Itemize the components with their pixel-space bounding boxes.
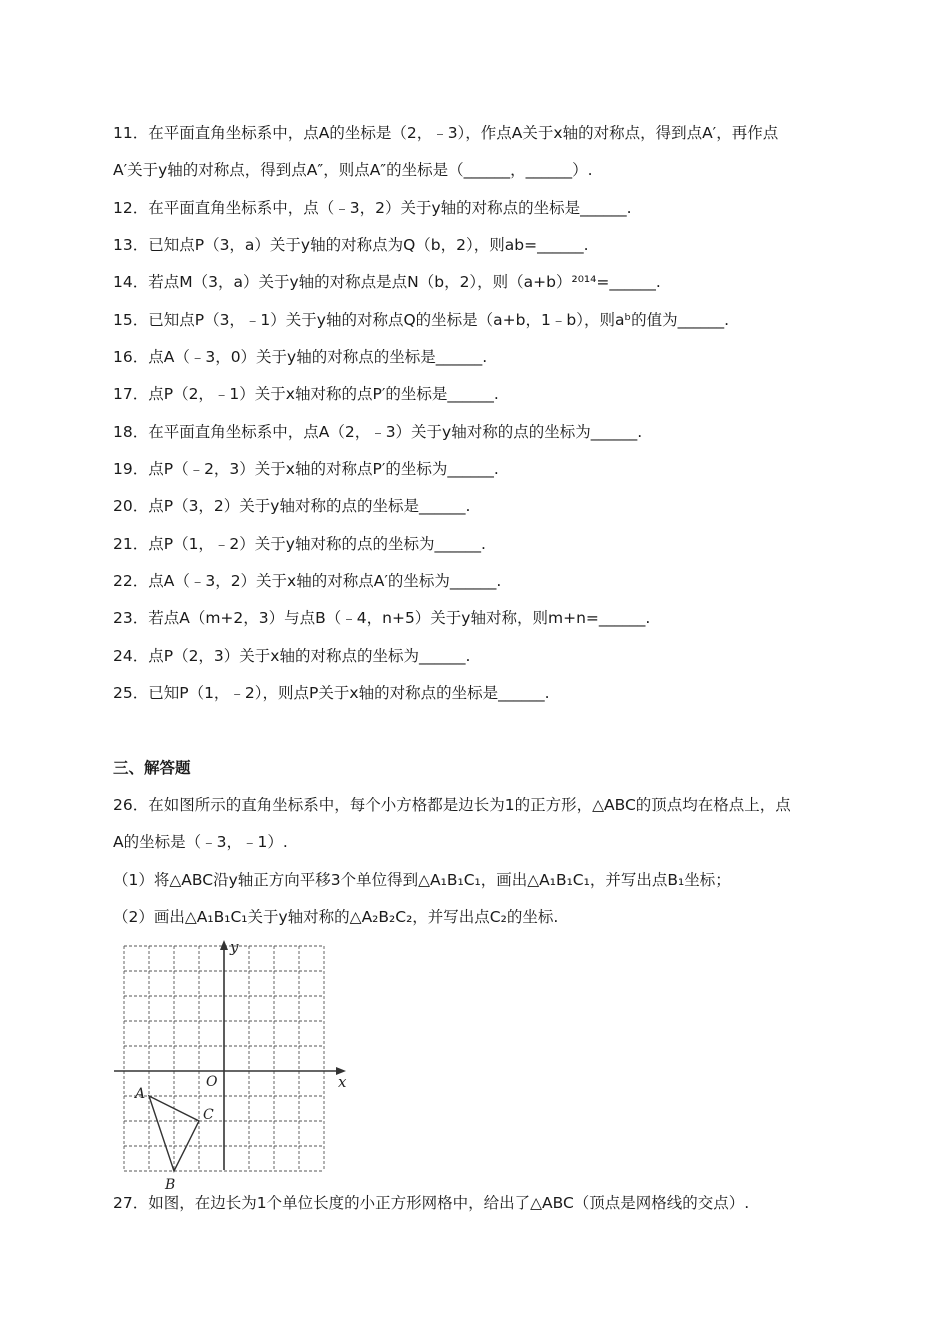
point-label-a: A — [135, 1086, 146, 1102]
question-14: 14．若点M（3，a）关于y轴的对称点是点N（b，2），则（a+b）²⁰¹⁴=______. — [113, 273, 661, 291]
question-27-line1: 27．如图，在边长为1个单位长度的小正方形网格中，给出了△ABC（顶点是网格线的交点）. — [113, 1194, 750, 1212]
question-26-line1: 26．在如图所示的直角坐标系中，每个小方格都是边长为1的正方形，△ABC的顶点均在格点上，点 — [113, 796, 791, 814]
y-axis-label: y — [230, 938, 239, 956]
question-17: 17．点P（2，﹣1）关于x轴对称的点P′的坐标是______. — [113, 385, 499, 403]
coordinate-grid-figure — [112, 938, 352, 1193]
x-axis-label: x — [338, 1073, 347, 1091]
question-21: 21．点P（1，﹣2）关于y轴对称的点的坐标为______. — [113, 535, 486, 553]
question-15: 15．已知点P（3，﹣1）关于y轴的对称点Q的坐标是（a+b，1﹣b），则aᵇ的值为______. — [113, 311, 730, 329]
question-22: 22．点A（﹣3，2）关于x轴的对称点A′的坐标为______. — [113, 572, 502, 590]
question-18: 18．在平面直角坐标系中，点A（2，﹣3）关于y轴对称的点的坐标为______. — [113, 423, 643, 441]
point-label-b: B — [165, 1177, 176, 1193]
question-11-line2: A′关于y轴的对称点，得到点A″，则点A″的坐标是（______，______）. — [113, 161, 593, 179]
question-25: 25．已知P（1，﹣2），则点P关于x轴的对称点的坐标是______. — [113, 684, 550, 702]
question-13: 13．已知点P（3，a）关于y轴的对称点为Q（b，2），则ab=______. — [113, 236, 589, 254]
grid-svg — [112, 938, 352, 1193]
y-axis-arrow — [220, 940, 228, 950]
point-label-c: C — [203, 1107, 214, 1123]
question-19: 19．点P（﹣2，3）关于x轴的对称点P′的坐标为______. — [113, 460, 499, 478]
question-24: 24．点P（2，3）关于x轴的对称点的坐标为______. — [113, 647, 471, 665]
question-16: 16．点A（﹣3，0）关于y轴的对称点的坐标是______. — [113, 348, 488, 366]
question-23: 23．若点A（m+2，3）与点B（﹣4，n+5）关于y轴对称，则m+n=______. — [113, 609, 651, 627]
question-26-part1: （1）将△ABC沿y轴正方向平移3个单位得到△A₁B₁C₁，画出△A₁B₁C₁，并写出点B₁坐标； — [113, 871, 731, 889]
question-12: 12．在平面直角坐标系中，点（﹣3，2）关于y轴的对称点的坐标是______. — [113, 199, 632, 217]
question-20: 20．点P（3，2）关于y轴对称的点的坐标是______. — [113, 497, 471, 515]
origin-label: O — [206, 1074, 218, 1090]
question-26-line2: A的坐标是（﹣3，﹣1）. — [113, 833, 288, 851]
question-11-line1: 11．在平面直角坐标系中，点A的坐标是（2，﹣3），作点A关于x轴的对称点，得到点A′，再作点 — [113, 124, 779, 142]
section-title: 三、解答题 — [113, 759, 191, 777]
question-26-part2: （2）画出△A₁B₁C₁关于y轴对称的△A₂B₂C₂，并写出点C₂的坐标. — [113, 908, 559, 926]
